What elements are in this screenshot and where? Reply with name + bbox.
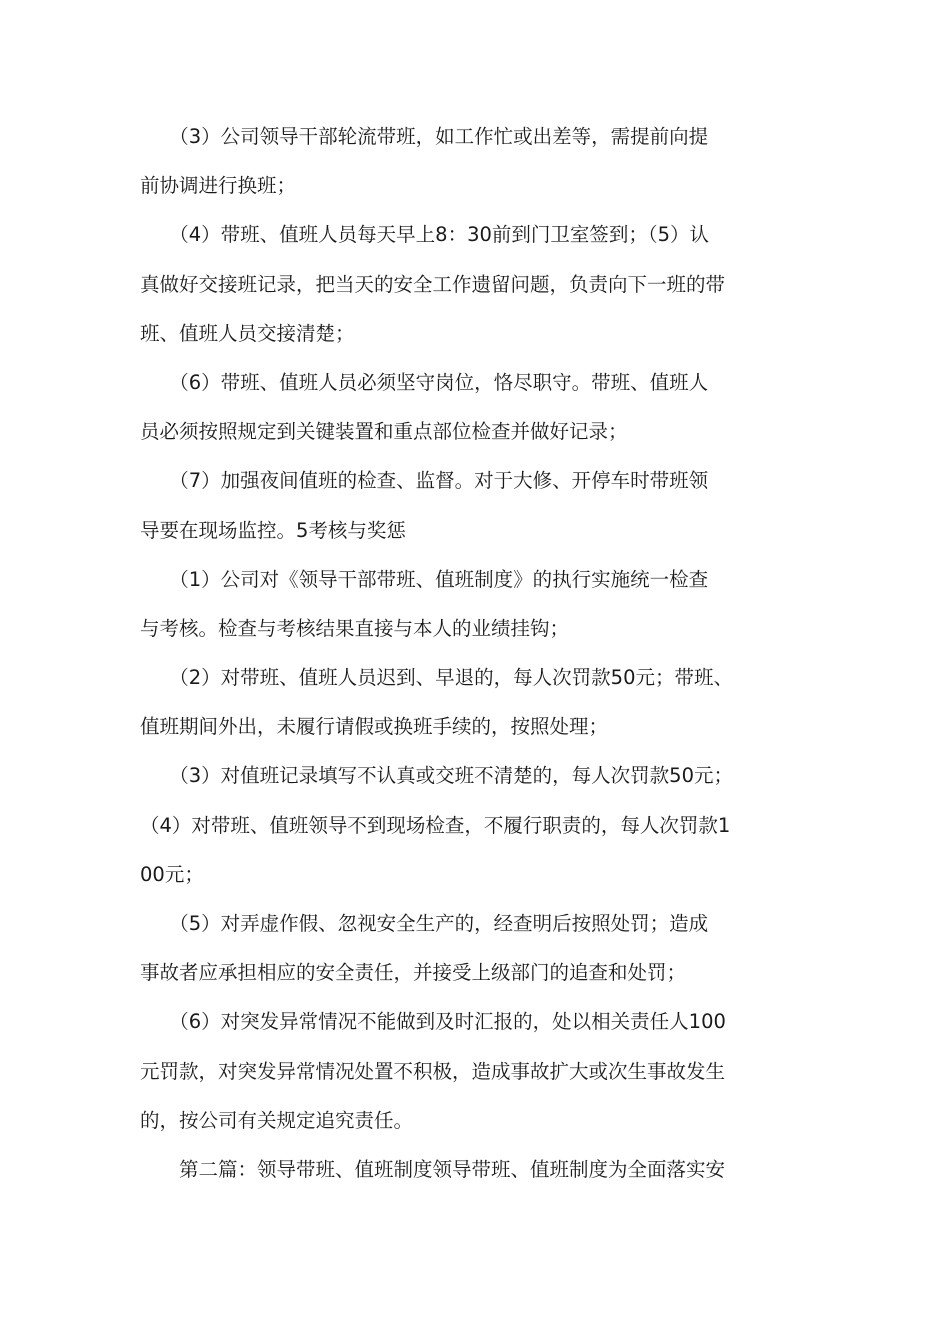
text-line: 员必须按照规定到关键装置和重点部位检查并做好记录； [140,420,628,444]
text-line: 班、值班人员交接清楚； [140,321,355,345]
text-line: 00元； [140,862,204,886]
text-line: 真做好交接班记录，把当天的安全工作遗留问题，负责向下一班的带 [140,272,726,296]
text-line: 元罚款，对突发异常情况处置不积极，造成事故扩大或次生事故发生 [140,1059,726,1083]
document-body [140,112,830,1194]
text-line: 第二篇：领导带班、值班制度领导带班、值班制度为全面落实安 [140,1157,726,1181]
text-line: 前协调进行换班； [140,174,297,198]
text-line: （7）加强夜间值班的检查、监督。对于大修、开停车时带班领 [140,469,709,493]
text-line: 的，按公司有关规定追究责任。 [140,1108,414,1132]
text-line: 事故者应承担相应的安全责任，并接受上级部门的追查和处罚； [140,961,687,985]
text-line: （1）公司对《领导干部带班、值班制度》的执行实施统一检查 [140,567,709,591]
text-line: （4）带班、值班人员每天早上8：30前到门卫室签到；（5）认 [140,223,710,247]
text-line: 导要在现场监控。5考核与奖惩 [140,518,406,542]
text-line: （5）对弄虚作假、忽视安全生产的，经查明后按照处罚；造成 [140,912,709,935]
text-line: （6）带班、值班人员必须坚守岗位，恪尽职守。带班、值班人 [140,370,709,394]
text-line: （3）对值班记录填写不认真或交班不清楚的，每人次罚款50元； [140,764,733,788]
text-line: （6）对突发异常情况不能做到及时汇报的，处以相关责任人100 [140,1010,726,1034]
text-line: （2）对带班、值班人员迟到、早退的，每人次罚款50元；带班、 [140,666,733,690]
text-line: 与考核。检查与考核结果直接与本人的业绩挂钩； [140,616,570,640]
text-line: 值班期间外出，未履行请假或换班手续的，按照处理； [140,715,609,739]
text-line: （3）公司领导干部轮流带班，如工作忙或出差等，需提前向提 [140,125,709,148]
text-line: （4）对带班、值班领导不到现场检查，不履行职责的，每人次罚款1 [140,813,731,837]
